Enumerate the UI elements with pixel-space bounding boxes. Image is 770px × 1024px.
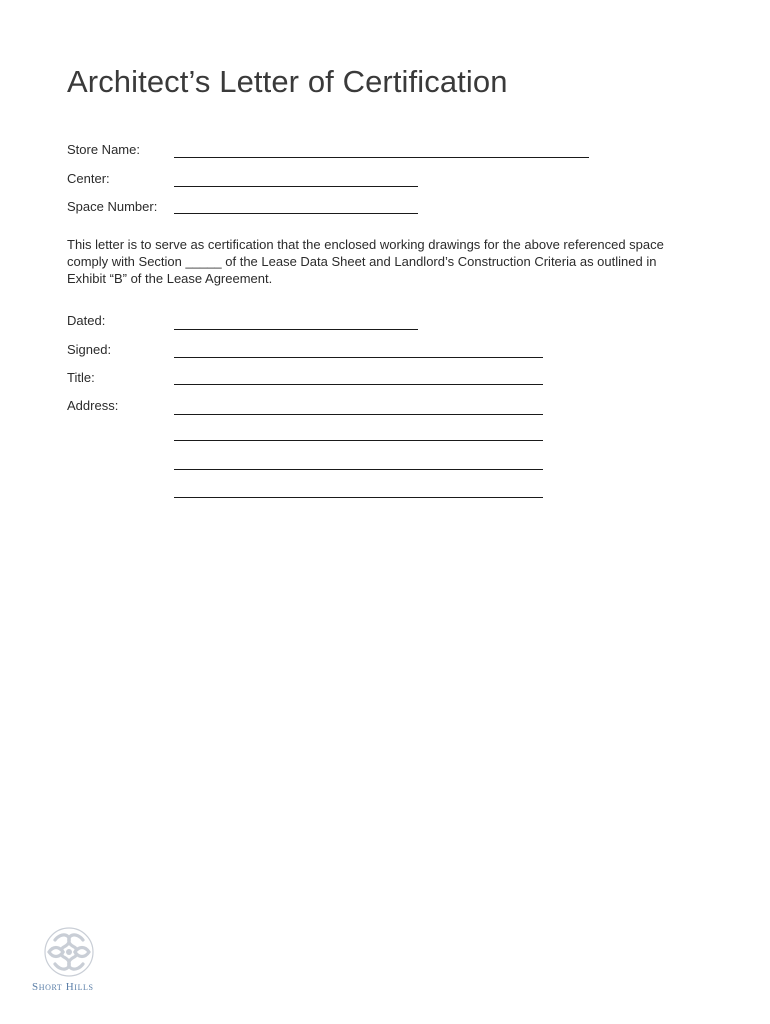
space-number-line[interactable] [174,213,418,214]
space-number-label: Space Number: [67,199,158,214]
certification-paragraph [67,236,707,287]
title-label: Title: [67,370,95,385]
address-field[interactable] [67,398,547,502]
address-label: Address: [67,398,119,413]
short-hills-logo [30,924,108,996]
dated-label: Dated: [67,313,106,328]
store-name-line[interactable] [174,157,589,158]
paragraph-line: comply with Section _____ of the Lease Data Sheet and Landlord’s Construction Criteria as outlined in [67,254,657,269]
dated-line[interactable] [174,329,418,330]
signed-line[interactable] [174,357,543,358]
title-field[interactable] [67,370,547,390]
signed-field[interactable] [67,342,547,362]
short-hills-emblem-icon [41,924,97,980]
paragraph-line: Exhibit “B” of the Lease Agreement. [67,271,273,286]
address-line-2[interactable] [174,440,543,441]
title-line[interactable] [174,384,543,385]
store-name-field[interactable] [67,142,597,162]
center-label: Center: [67,171,110,186]
address-line-4[interactable] [174,497,543,498]
store-name-label: Store Name: [67,142,140,157]
signed-label: Signed: [67,342,112,357]
space-number-field[interactable] [67,199,427,219]
center-line[interactable] [174,186,418,187]
address-line-1[interactable] [174,414,543,415]
dated-field[interactable] [67,313,427,333]
short-hills-logo-text: Short Hills [32,981,94,993]
address-line-3[interactable] [174,469,543,470]
center-field[interactable] [67,171,427,191]
page-title: Architect’s Letter of Certification [67,64,508,99]
paragraph-line: This letter is to serve as certification that the enclosed working drawings for the above referenced space [67,237,664,252]
